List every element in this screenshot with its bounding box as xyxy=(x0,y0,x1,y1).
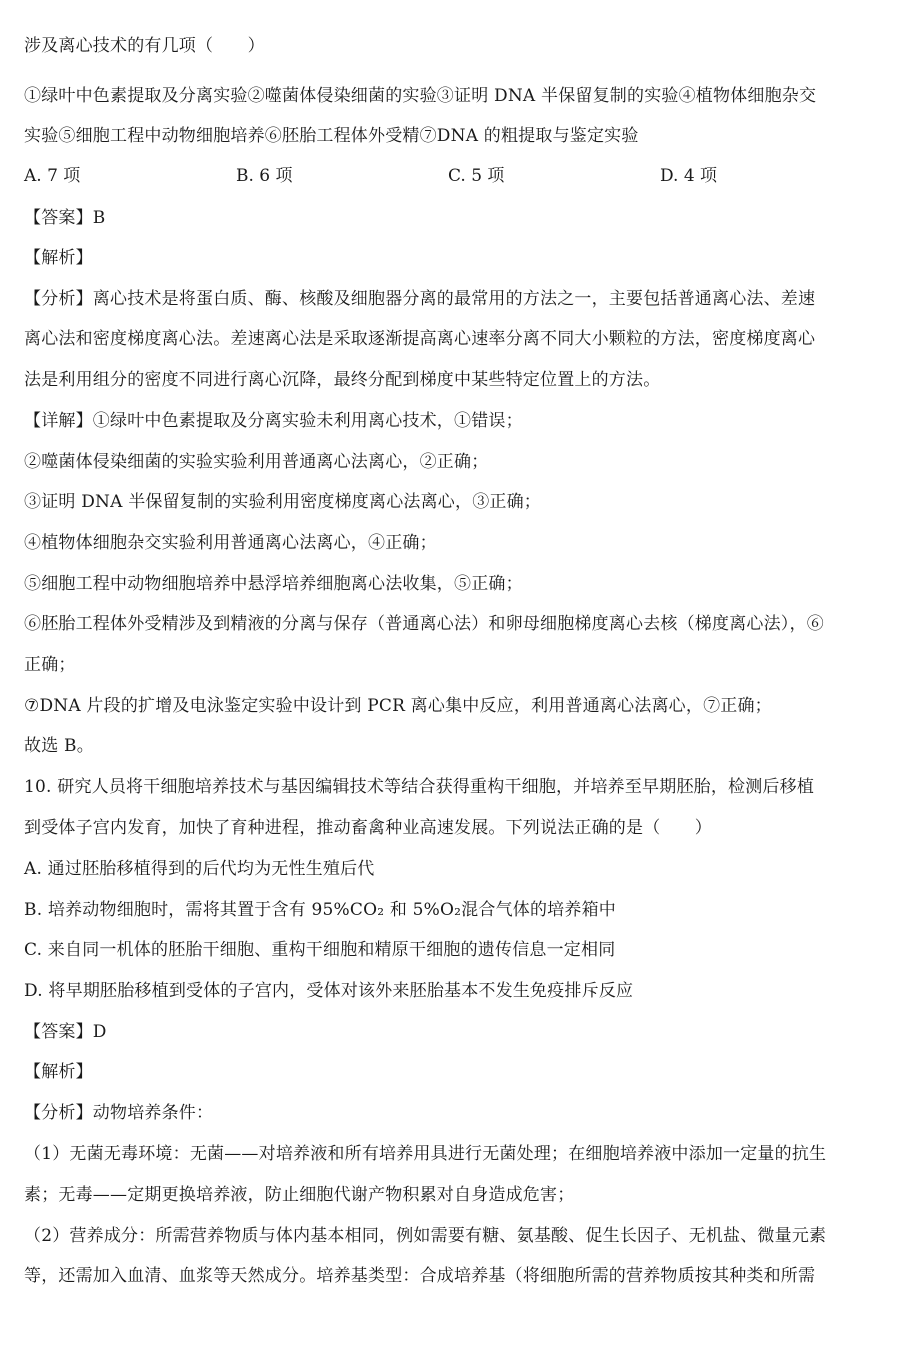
q9-option-a: A. 7 项 xyxy=(24,166,81,186)
q10-option-d: D. 将早期胚胎移植到受体的子宫内，受体对该外来胚胎基本不发生免疫排斥反应 xyxy=(24,981,634,1001)
q10-option-a: A. 通过胚胎移植得到的后代均为无性生殖后代 xyxy=(24,859,375,879)
q10-stem-line-1: 10. 研究人员将干细胞培养技术与基因编辑技术等结合获得重构干细胞，并培养至早期胚胎，检测后移植 xyxy=(24,777,815,797)
q10-analysis-label: 【解析】 xyxy=(24,1062,93,1082)
q9-option-c: C. 5 项 xyxy=(448,166,505,186)
q10-answer: 【答案】D xyxy=(24,1022,107,1042)
q10-condition-1-line-2: 素；无毒——定期更换培养液，防止细胞代谢产物积累对自身造成危害； xyxy=(24,1185,575,1205)
q9-detail-2: ②噬菌体侵染细菌的实验实验利用普通离心法离心，②正确； xyxy=(24,452,489,472)
q10-condition-2-line-2: 等，还需加入血清、血浆等天然成分。培养基类型：合成培养基（将细胞所需的营养物质按其种类和所需 xyxy=(24,1266,816,1286)
q9-detail-4: ④植物体细胞杂交实验利用普通离心法离心，④正确； xyxy=(24,533,437,553)
q10-fenxi-head: 【分析】动物培养条件： xyxy=(24,1103,214,1123)
q9-detail-1: 【详解】①绿叶中色素提取及分离实验未利用离心技术，①错误； xyxy=(24,411,523,431)
q10-stem-line-2: 到受体子宫内发育，加快了育种进程，推动畜禽种业高速发展。下列说法正确的是（ ） xyxy=(24,818,712,838)
q9-detail-6a: ⑥胚胎工程体外受精涉及到精液的分离与保存（普通离心法）和卵母细胞梯度离心去核（梯度离心法），⑥ xyxy=(24,614,824,634)
q9-items-line-2: 实验⑤细胞工程中动物细胞培养⑥胚胎工程体外受精⑦DNA 的粗提取与鉴定实验 xyxy=(24,126,639,146)
q9-fenxi-line-3: 法是利用组分的密度不同进行离心沉降，最终分配到梯度中某些特定位置上的方法。 xyxy=(24,370,661,390)
q10-condition-2-line-1: （2）营养成分：所需营养物质与体内基本相同，例如需要有糖、氨基酸、促生长因子、无机盐、微量元素 xyxy=(24,1226,827,1246)
q9-items-line-1: ①绿叶中色素提取及分离实验②噬菌体侵染细菌的实验③证明 DNA 半保留复制的实验④植物体细胞杂交 xyxy=(24,86,817,106)
q9-option-b: B. 6 项 xyxy=(236,166,293,186)
q9-fenxi-line-2: 离心法和密度梯度离心法。差速离心法是采取逐渐提高离心速率分离不同大小颗粒的方法，密度梯度离心 xyxy=(24,329,816,349)
q9-analysis-label: 【解析】 xyxy=(24,248,93,268)
q9-answer: 【答案】B xyxy=(24,208,106,228)
q9-detail-5: ⑤细胞工程中动物细胞培养中悬浮培养细胞离心法收集，⑤正确； xyxy=(24,574,523,594)
q10-option-c: C. 来自同一机体的胚胎干细胞、重构干细胞和精原干细胞的遗传信息一定相同 xyxy=(24,940,616,960)
q9-fenxi-line-1: 【分析】离心技术是将蛋白质、酶、核酸及细胞器分离的最常用的方法之一，主要包括普通离心法、差速 xyxy=(24,289,816,309)
q9-detail-6b: 正确； xyxy=(24,655,76,675)
q10-condition-1-line-1: （1）无菌无毒环境：无菌——对培养液和所有培养用具进行无菌处理；在细胞培养液中添加一定量的抗生 xyxy=(24,1144,827,1164)
q9-conclusion: 故选 B。 xyxy=(24,736,94,756)
q9-detail-3: ③证明 DNA 半保留复制的实验利用密度梯度离心法离心，③正确； xyxy=(24,492,541,512)
q9-detail-7: ⑦DNA 片段的扩增及电泳鉴定实验中设计到 PCR 离心集中反应，利用普通离心法离心，⑦正确； xyxy=(24,696,772,716)
q9-stem-tail: 涉及离心技术的有几项（ ） xyxy=(24,36,265,56)
q9-option-d: D. 4 项 xyxy=(660,166,718,186)
q10-option-b: B. 培养动物细胞时，需将其置于含有 95%CO₂ 和 5%O₂混合气体的培养箱中 xyxy=(24,900,616,920)
